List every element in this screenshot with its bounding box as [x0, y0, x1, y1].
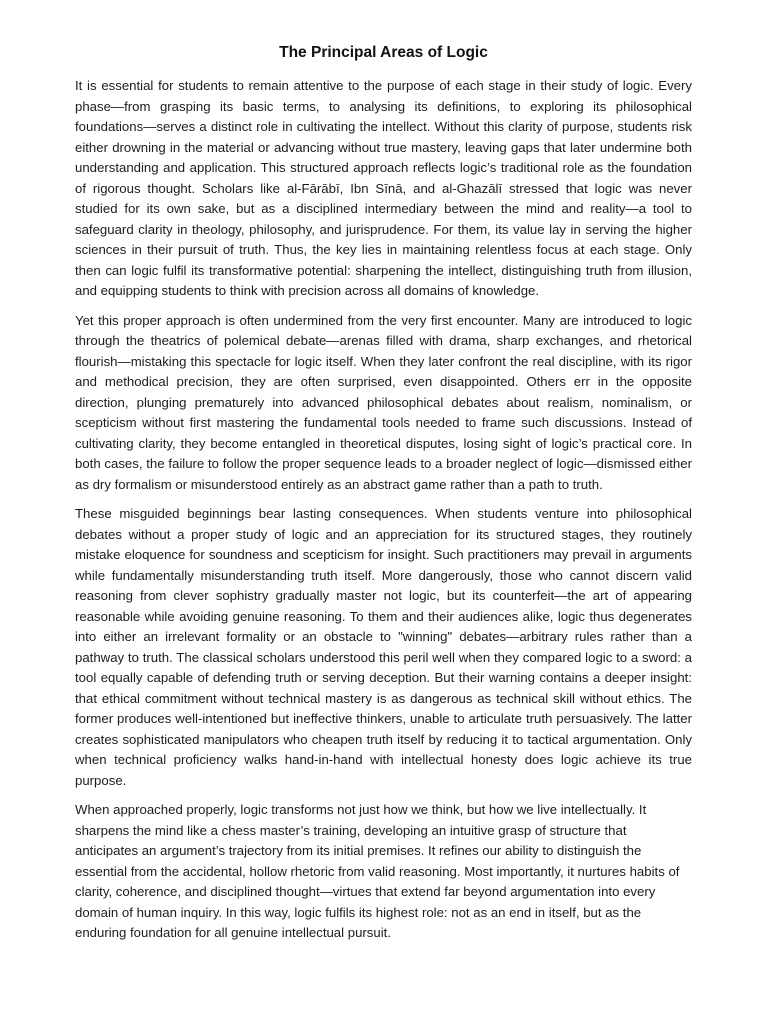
- paragraph-2: Yet this proper approach is often undermined from the very first encounter. Many are introduced to logic through the theatrics of polemical debate—arenas filled with drama, sharp exchanges, and rhetorical flourish—mistaking this spectacle for logic itself. When they later confront the real discipline, with its rigor and methodical precision, they are often surprised, even disappointed. Others err in the opposite direction, plunging prematurely into advanced philosophical debates about realism, nominalism, or scepticism without first mastering the fundamental tools needed to frame such discussions. Instead of cultivating clarity, they become entangled in theoretical disputes, losing sight of logic’s practical core. In both cases, the failure to follow the proper sequence leads to a broader neglect of logic—dismissed either as dry formalism or misunderstood entirely as an abstract game rather than a path to truth.: [75, 312, 692, 492]
- page-title: The Principal Areas of Logic: [279, 44, 488, 61]
- paragraph-4: When approached properly, logic transforms not just how we think, but how we live intellectually. It sharpens the mind like a chess master’s training, developing an intuitive grasp of structure that anticipates an argument’s trajectory from its initial premises. It refines our ability to distinguish the essential from the accidental, hollow rhetoric from valid reasoning. Most importantly, it nurtures habits of clarity, coherence, and disciplined thought—virtues that extend far beyond argumentation into every domain of human inquiry. In this way, logic fulfils its highest role: not as an end in itself, but as the enduring foundation for all genuine intellectual pursuit.: [75, 802, 680, 940]
- paragraph-1: It is essential for students to remain attentive to the purpose of each stage in their study of logic. Every phase—from grasping its basic terms, to analysing its definitions, to exploring its philosophical foundations—serves a distinct role in cultivating the intellect. Without this clarity of purpose, students risk either drowning in the material or advancing without true mastery, leaving gaps that later undermine both understanding and application. This structured approach reflects logic’s traditional role as the foundation of rigorous thought. Scholars like al-Fārābī, Ibn Sīnā, and al-Ghazālī stressed that logic was never studied for its own sake, but as a disciplined intermediary between the mind and reality—a tool to safeguard clarity in theology, philosophy, and jurisprudence. For them, its value lay in serving the higher sciences in their pursuit of truth. Thus, the key lies in maintaining relentless focus at each stage. Only then can logic fulfil its transformative potential: sharpening the intellect, distinguishing truth from illusion, and equipping students to think with precision across all domains of knowledge.: [75, 78, 692, 298]
- paragraph-3: These misguided beginnings bear lasting consequences. When students venture into philosophical debates without a proper study of logic and an appreciation for its structured stages, they routinely mistake eloquence for soundness and scepticism for insight. Such practitioners may prevail in arguments while fundamentally misunderstanding truth itself. More dangerously, those who cannot discern valid reasoning from clever sophistry gradually master not logic, but its counterfeit—the art of appearing reasonable while avoiding genuine reasoning. To them and their audiences alike, logic thus degenerates into either an irrelevant formality or an obstacle to "winning" debates—arbitrary rules rather than a pathway to truth. The classical scholars understood this peril well when they compared logic to a sword: a tool equally capable of defending truth or serving deception. But their warning contains a deeper insight: that ethical commitment without technical mastery is as dangerous as technical skill without ethics. The former produces well-intentioned but ineffective thinkers, unable to articulate truth persuasively. The latter creates sophisticated manipulators who cheapen truth itself by reducing it to tactical argumentation. Only when technical proficiency walks hand-in-hand with intellectual honesty does logic achieve its true purpose.: [75, 506, 692, 788]
- document-page: [75, 43, 692, 953]
